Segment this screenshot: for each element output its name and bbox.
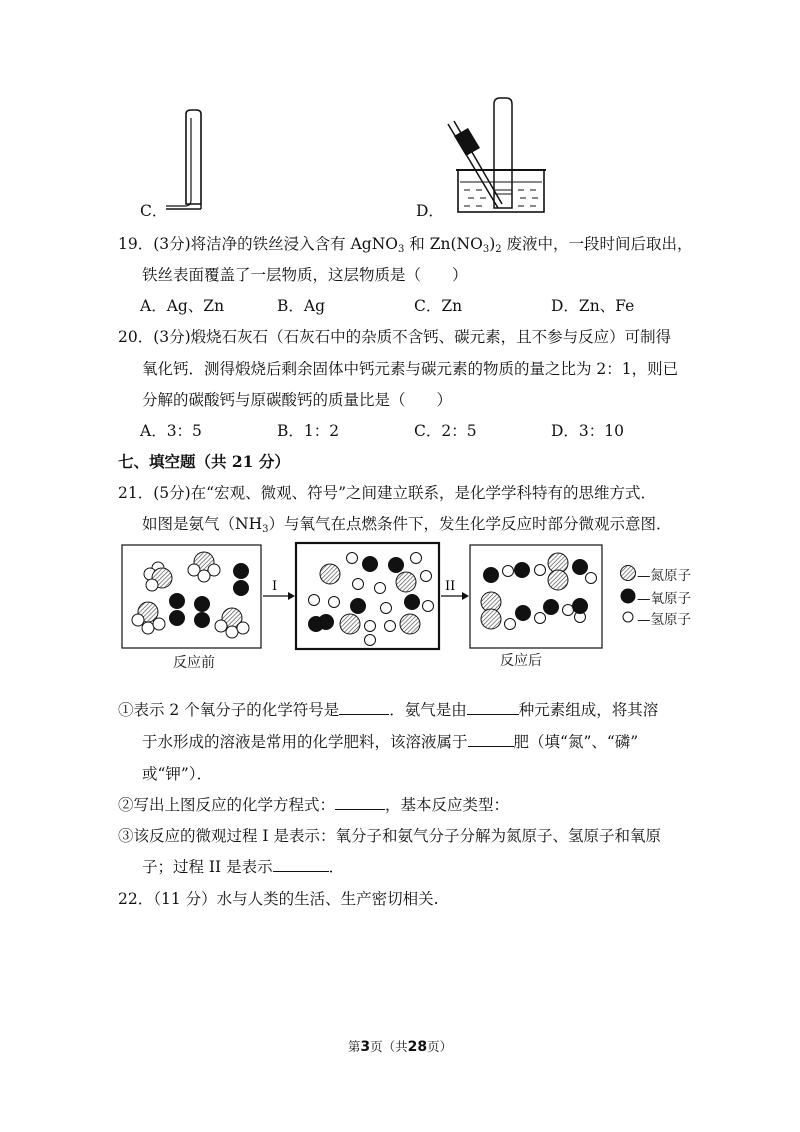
arrow-label-1: I [272, 579, 278, 594]
q21-part3-line1: ③该反应的微观过程 I 是表示：氧分子和氨气分子分解为氮原子、氢原子和氧原 [118, 827, 661, 845]
q21-part2: ②写出上图反应的化学方程式： ，基本反应类型： [118, 796, 510, 814]
section-title: 七、填空题（共 21 分） [118, 452, 290, 471]
page-footer: 第3页（共28页） [347, 1039, 453, 1055]
q19-stem-line1: 19．(3分)将洁净的铁丝浸入含有 AgNO$_3$ 和 $Zn(NO_3)_2$ 废液中，一段时间后取出， [118, 235, 693, 255]
legend-hydrogen-label: —氢原子 [637, 612, 691, 628]
q20-option-d: D．3：10 [551, 422, 625, 440]
page-number: 3 [360, 1039, 371, 1055]
option-d-figure-label: D． [416, 202, 444, 220]
answer-blank-1[interactable] [339, 699, 389, 715]
q20-stem-line1: 20．(3分)煅烧石灰石（石灰石中的杂质不含钙、碳元素，且不参与反应）可制得 [118, 328, 672, 346]
legend-hydrogen-icon [623, 612, 633, 622]
answer-blank-5[interactable] [273, 856, 329, 872]
legend-oxygen-icon [621, 589, 636, 604]
total-pages: 28 [407, 1039, 428, 1055]
q21-stem-line1: 21．(5分)在“宏观、微观、符号”之间建立联系，是化学学科特有的思维方式． [118, 484, 657, 502]
q19-option-b: B．Ag [277, 297, 326, 315]
caption-after: 反应后 [500, 653, 542, 669]
q20-stem-line3: 分解的碳酸钙与原碳酸钙的质量比是（ ） [142, 391, 453, 409]
q20-option-c: C．2：5 [414, 422, 477, 440]
gas-collection-figure-d [440, 96, 560, 218]
answer-blank-4[interactable] [335, 794, 385, 810]
q20-option-a: A．3：5 [140, 422, 202, 440]
q21-stem-line2: 如图是氨气$(NH_3)$与氧气在点燃条件下，发生化学反应时部分微观示意图． [142, 515, 672, 535]
q20-stem-line2: 氧化钙．测得煅烧后剩余固体中钙元素与碳元素的物质的量之比为 2：1，则已 [142, 360, 679, 378]
test-tube-figure-c [160, 108, 210, 216]
legend-oxygen-label: —氧原子 [637, 591, 691, 607]
answer-blank-3[interactable] [468, 731, 514, 747]
q19-stem-line2: 铁丝表面覆盖了一层物质，这层物质是（ ） [142, 266, 468, 284]
q19-option-a: A．Ag、Zn [140, 297, 225, 315]
q21-part1-line2: 于水形成的溶液是常用的化学肥料，该溶液属于 肥（填“氮”、“磷” [142, 733, 639, 751]
option-c-figure-label: C． [140, 202, 168, 220]
answer-blank-2[interactable] [467, 699, 519, 715]
arrow-label-2: II [445, 579, 456, 594]
q21-part1-line3: 或“钾”）． [142, 765, 213, 783]
q22-stem-line1: 22．（11 分）水与人类的生活、生产密切相关. [118, 890, 439, 908]
q19-option-d: D．Zn、Fe [551, 297, 635, 315]
q21-part1-line1: ①表示 2 个氧分子的化学符号是 ．氨气是由 种元素组成，将其溶 [118, 701, 659, 719]
legend-nitrogen-label: —氮原子 [637, 568, 691, 584]
q20-option-b: B．1：2 [277, 422, 340, 440]
legend-nitrogen-icon [621, 566, 636, 581]
q21-part3-line2: 子；过程 II 是表示 ． [142, 858, 345, 876]
q19-option-c: C．Zn [414, 297, 463, 315]
caption-before: 反应前 [173, 655, 215, 671]
